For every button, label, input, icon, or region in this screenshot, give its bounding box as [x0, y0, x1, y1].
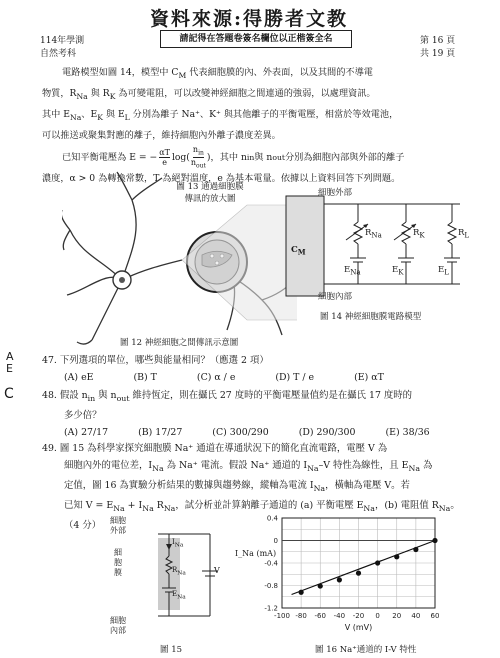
label-ek: $E_K$: [392, 265, 404, 277]
x-tick-label: -20: [352, 612, 365, 620]
q48-option-e[interactable]: (E) 38/36: [385, 426, 430, 438]
margin-mark-1: A: [6, 350, 14, 363]
fig13-caption: 圖 13 通過細胞膜 傳訊的放大圖: [176, 182, 244, 204]
question-49: 49. 圖 15 為科學家探究細胞膜 Na⁺ 通道在導通狀況下的簡化直流電路，電壓 V 為 細胞內外的電位差，$I_{Na}$ 為 Na⁺ 電流。假設 Na⁺ 通道的 $I_{Na}-V$ 特性為線性，且 $E_{Na}$ 為 定值，圖 16 為實驗分析結果的數據與趨勢線，縱軸為電流 $I_{Na}$，橫軸為電壓 V。若 已知 $V = E_{Na} + I_{Na}$ $R_{Na}$，試分析並計算鈉離子通道的 (a) 平衡電壓 $E_{Na}$，(b) 電阻值 $R_{Na}$。 （4 分）: [42, 443, 460, 531]
fig14-caption: 圖 14 神經細胞膜電路模型: [320, 312, 422, 322]
fig12-caption: 圖 12 神經細胞之間傳訊示意圖: [120, 338, 239, 348]
margin-mark-2: E: [6, 362, 13, 375]
q47-option-e[interactable]: (E) αT: [354, 372, 384, 383]
data-point: [337, 577, 342, 582]
y-tick-label: -1.2: [264, 604, 278, 613]
fig15-ina: $I_{Na}$: [172, 538, 184, 549]
q47-option-d[interactable]: (D) T / e: [275, 372, 315, 383]
question-47: 47. 下列選項的單位，哪些與能量相同？（應選 2 項） (A) eE (B) T (C) α / e (D) T / e (E) αT: [42, 352, 472, 386]
exam-year: 114年學測: [40, 36, 85, 46]
y-tick-label: 0.4: [266, 514, 278, 523]
page-number: 第 16 頁: [420, 36, 456, 46]
label-el: $E_L$: [438, 265, 449, 277]
y-tick-label: -0.4: [264, 559, 278, 568]
q48-option-a[interactable]: (A) 27/17: [64, 426, 109, 438]
data-point: [356, 571, 361, 576]
label-inside: 細胞內部: [318, 292, 353, 302]
x-tick-label: -100: [274, 612, 290, 620]
x-tick-label: 60: [430, 612, 440, 620]
q48-option-c[interactable]: (C) 300/290: [212, 426, 269, 438]
label-rk: $R_K$: [413, 228, 425, 240]
x-tick-label: -80: [295, 612, 307, 620]
label-rna: $R_{Na}$: [365, 228, 382, 240]
fig15-outside: 細胞 外部: [110, 516, 126, 535]
fig15-membrane: 細 胞 膜: [114, 548, 122, 577]
label-outside: 細胞外部: [318, 188, 353, 198]
data-point: [432, 538, 437, 543]
label-cm: $C_M$: [291, 245, 306, 257]
x-tick-label: -40: [333, 612, 346, 620]
intro-paragraph: 電路模型如圖 14，模型中 $C_M$ 代表細胞膜的內、外表面，以及其間的不導電 物質，$R_{Na}$ 與 $R_K$ 為可變電阻，可以改變神經細胞之間連通的強弱，以處理資訊。 其中 $E_{Na}$、$E_K$ 與 $E_L$ 分別為離子 Na⁺、K⁺ 與其他離子的平衡電壓，相當於等效電池， 可以推送或聚集對應的離子，維持細胞內外離子濃度差異。 已知平衡電壓為 E = − $\frac{\alpha T}{e}$ log( $n_{in}$ $n_{out}$ )，其中 n in 與 n out 分別為細胞內部與外部的離子 濃度，α > 0 為轉換常數，T 為絕對溫度，e 為基本電量。依據以上資料回答下列問題。: [42, 67, 405, 184]
signature-notice: 請記得在答題卷簽名欄位以正楷簽全名: [179, 34, 333, 44]
q47-option-a[interactable]: (A) eE: [64, 372, 94, 383]
data-point: [299, 590, 304, 595]
watermark-title: 資料來源:得勝者文教: [150, 8, 349, 30]
x-tick-label: 20: [392, 612, 402, 620]
fig15-caption: 圖 15: [160, 645, 183, 655]
data-point: [375, 560, 380, 565]
page-total: 共 19 頁: [420, 49, 456, 59]
exam-subject: 自然考科: [40, 49, 77, 59]
chart-ylabel: [235, 548, 276, 559]
fig15-inside: 細胞 內部: [110, 616, 126, 635]
q47-option-c[interactable]: (C) α / e: [196, 372, 236, 383]
membrane-circuit: [280, 184, 470, 304]
margin-mark-3: C: [4, 386, 14, 402]
y-tick-label: -0.8: [264, 582, 278, 590]
label-ena: $E_{Na}$: [344, 265, 361, 277]
chart-ylabel-text: I_Na (mA): [235, 549, 277, 558]
fig16-caption: 圖 16 Na⁺通道的 I-V 特性: [315, 645, 417, 655]
signature-notice-box: [160, 30, 352, 48]
data-point: [318, 583, 323, 588]
y-tick-label: 0: [273, 537, 278, 545]
q47-option-b[interactable]: (B) T: [133, 372, 157, 383]
data-point: [394, 554, 399, 559]
label-rl: $R_L$: [458, 228, 470, 240]
fig15-rna: $R_{Na}$: [172, 566, 186, 577]
q48-option-d[interactable]: (D) 290/300: [298, 426, 356, 438]
question-48: 48. 假設 $n_{in}$ 與 $n_{out}$ 維持恆定，則在攝氏 27 度時的平衡電壓量值約是在攝氏 17 度時的 多少倍？ (A) 27/17 (B) 17/27 (C) 300/290 (D) 290/300 (E) 38/36: [42, 387, 472, 441]
q48-option-b[interactable]: (B) 17/27: [138, 426, 183, 438]
fig15-ena: $E_{Na}$: [172, 590, 186, 601]
x-tick-label: 0: [375, 612, 380, 620]
x-axis-label: V (mV): [344, 623, 373, 632]
x-tick-label: 40: [411, 612, 421, 620]
fig15-v: V: [214, 566, 220, 575]
x-tick-label: -60: [314, 612, 326, 620]
iv-chart: [230, 510, 450, 635]
data-point: [413, 547, 418, 552]
